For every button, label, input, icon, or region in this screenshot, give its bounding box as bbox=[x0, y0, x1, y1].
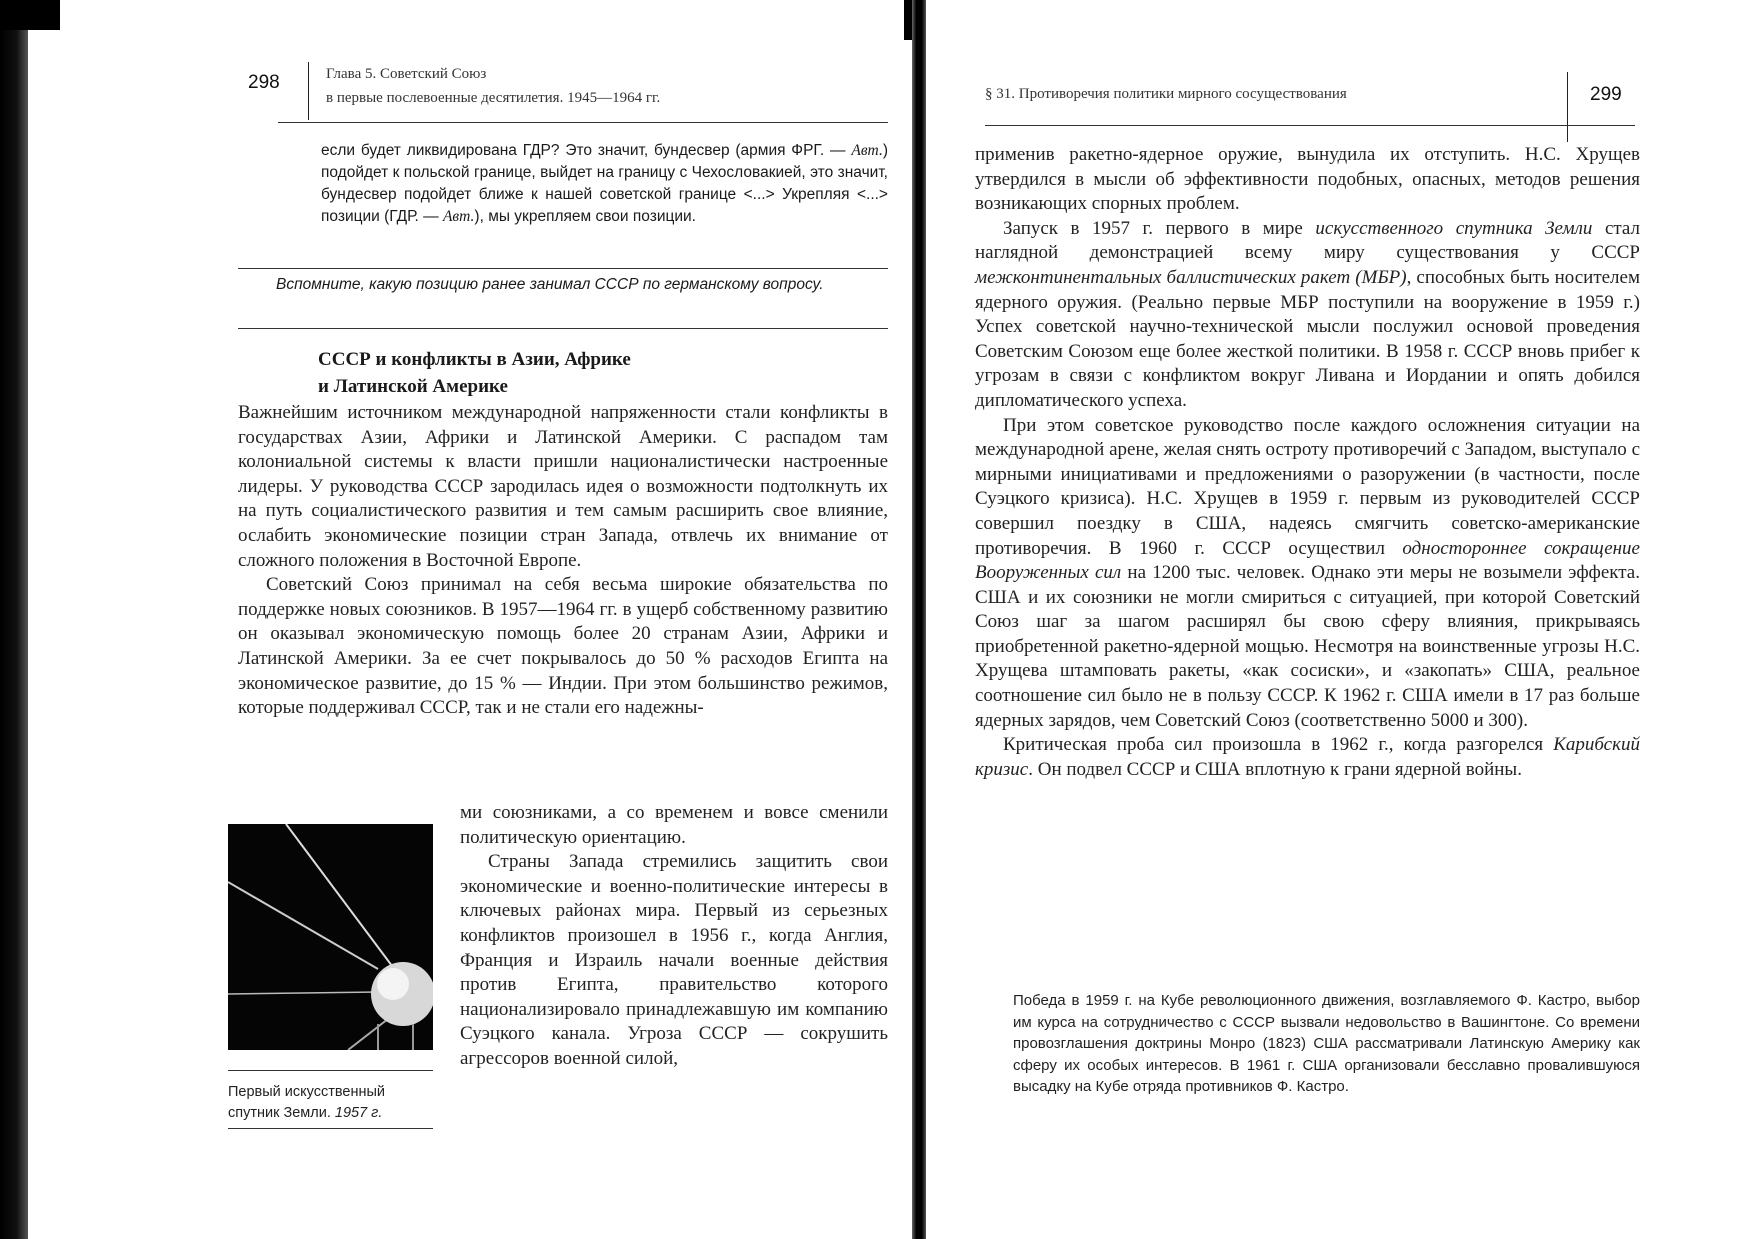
paragraph: Важнейшим источником международной напряженности стали конфликты в государствах Азии, Африки и Латинской Америки. С распадом там колониальной системы к власти пришли националистически настроенные лидеры. У руководства СССР зародилась идея о возможности подтолкнуть их на путь социалистического развития и тем самым расширить свое влияние, ослабить экономические позиции стран Запада, отвлечь их внимание от сложного положения в Восточной Европе. bbox=[238, 402, 888, 571]
paragraph: ми союзниками, а со временем и вовсе сменили политическую ориентацию. bbox=[460, 802, 888, 848]
section-heading bbox=[318, 346, 631, 400]
heading-line: СССР и конфликты в Азии, Африке bbox=[318, 349, 631, 370]
header-rule bbox=[985, 125, 1635, 126]
author-abbr: Авт. bbox=[851, 142, 883, 159]
scan-edge-left bbox=[0, 0, 28, 1239]
task-rule-bottom bbox=[238, 328, 888, 329]
page-number: 298 bbox=[248, 72, 280, 93]
text-run: . Он подвел СССР и США вплотную к грани ядерной войны. bbox=[1028, 758, 1522, 780]
side-note: Победа в 1959 г. на Кубе революционного движения, возглавляемого Ф. Кастро, выбор им курса на сотрудничество с СССР вызвали недовольство в Вашингтоне. Со времени провозглашения доктрины Монро (1823) США рассматривали Латинскую Америку как сферу их особых интересов. В 1961 г. США организовали бесславно провалившуюся высадку на Кубе отряда противников Ф. Кастро. bbox=[1013, 992, 1640, 1095]
paragraph: Советский Союз принимал на себя весьма широкие обязательства по поддержке новых союзников. В 1957—1964 гг. в ущерб собственному развитию он оказывал экономическую помощь более 20 странам Азии, Африки и Латинской Америки. За ее счет покрывалось до 50 % расходов Египта на экономическое развитие, до 15 % — Индии. При этом большинство режимов, которые поддерживал СССР, так и не стали его надежны- bbox=[238, 574, 888, 719]
running-head: § 31. Противоречия политики мирного сосуществования bbox=[985, 86, 1347, 102]
document-quote bbox=[321, 140, 888, 228]
body-text bbox=[975, 143, 1640, 782]
running-head-line1: Глава 5. Советский Союз bbox=[326, 66, 487, 82]
sputnik-photo bbox=[228, 824, 433, 1050]
caption-year: 1957 г. bbox=[334, 1105, 383, 1121]
caption-rule-bottom bbox=[228, 1128, 433, 1129]
left-page bbox=[228, 0, 888, 1239]
photo-caption bbox=[228, 1082, 433, 1124]
emphasis-term: Карибский кризис bbox=[975, 734, 1640, 780]
body-text-column bbox=[460, 801, 888, 1072]
quote-text: ) подойдет к польской границе, выйдет на границу с Чехословакией, это значит, бундесвер подойдет ближе к нашей советской границе <...> Укрепляя <...> позиции (ГДР. — bbox=[321, 142, 888, 225]
text-run: При этом советское руководство после каждого осложнения ситуации на международной арене, желая снять остроту противоречий с Западом, выступало с мирными инициативами и предложениями о разоружении (в частности, после Суэцкого кризиса). Н.С. Хрущев в 1959 г. первым из руководителей СССР совершил поездку в США, надеясь смягчить советско-американские противоречия. В 1960 г. СССР осуществил bbox=[975, 414, 1640, 559]
caption-rule-top bbox=[228, 1070, 433, 1071]
paragraph bbox=[975, 414, 1640, 734]
quote-text: если будет ликвидирована ГДР? Это значит, бундесвер (армия ФРГ. — bbox=[321, 142, 852, 159]
review-task: Вспомните, какую позицию ранее занимал СССР по германскому вопросу. bbox=[276, 276, 824, 293]
author-abbr: Авт. bbox=[442, 208, 475, 225]
emphasis-term: одностороннее сокращение Вооруженных сил bbox=[975, 537, 1640, 584]
text-run: на 1200 тыс. человек. Однако эти меры не возымели эффекта. США и их союзники не могли смириться с ситуацией, при которой Советский Союз шаг за шагом расширял бы свою сферу влияния, прикрываясь приобретенной ракетно-ядерной мощью. Несмотря на воинственные угрозы Н.С. Хрущева штамповать ракеты, «как сосиски», и «закопать» США, реальное соотношение сил было не в пользу СССР. К 1962 г. США имели в 17 раз больше ядерных зарядов, чем Советский Союз (соответственно 5000 и 300). bbox=[975, 562, 1640, 731]
paragraph: применив ракетно-ядерное оружие, вынудила их отступить. Н.С. Хрущев утвердился в мысли об эффективности подобных, опасных, методов решения возникающих спорных проблем. bbox=[975, 144, 1640, 215]
text-run: , способных быть носителем ядерного оружия. (Реально первые МБР поступили на вооружение в 1959 г.) Успех советской научно-технической мысли послужил основой проведения Советским Союзом еще более жесткой политики. В 1958 г. СССР вновь прибег к угрозам в связи с конфликтом вокруг Ливана и Иордании и опять добился дипломатического успеха. bbox=[975, 266, 1640, 411]
header-divider-vertical bbox=[308, 62, 309, 120]
satellite-image bbox=[228, 824, 433, 1050]
text-run: стал наглядной демонстрацией всему миру существования у СССР bbox=[975, 217, 1640, 264]
body-text bbox=[238, 401, 888, 721]
paragraph: Страны Запада стремились защитить свои экономические и военно-политические интересы в ключевых районах мира. Первый из серьезных конфликтов произошел в 1956 г., когда Англия, Франция и Израиль начали военные действия против Египта, правительство которого национализировало принадлежавшую им компанию Суэцкого канала. Угроза СССР — сокрушить агрессоров военной силой, bbox=[460, 851, 888, 1069]
page-number: 299 bbox=[1590, 84, 1622, 105]
right-page bbox=[975, 0, 1640, 1239]
emphasis-term: межконтинентальных баллистических ракет (МБР) bbox=[975, 266, 1407, 288]
book-gutter bbox=[912, 0, 926, 1239]
paragraph bbox=[975, 733, 1640, 782]
header-divider-vertical bbox=[1567, 72, 1568, 142]
heading-line: и Латинской Америке bbox=[318, 376, 508, 397]
text-run: Критическая проба сил произошла в 1962 г., когда разгорелся bbox=[1003, 734, 1554, 756]
task-rule-top bbox=[238, 268, 888, 269]
header-rule bbox=[278, 122, 888, 123]
text-run: Запуск в 1957 г. первого в мире bbox=[1003, 217, 1316, 239]
scan-edge-corner bbox=[0, 0, 60, 30]
caption-text: Первый искусственный спутник Земли. bbox=[228, 1084, 386, 1121]
emphasis-term: искусственного спутника Земли bbox=[1315, 217, 1593, 239]
quote-text: ), мы укрепляем свои позиции. bbox=[474, 208, 696, 225]
running-head-line2: в первые послевоенные десятилетия. 1945—1964 гг. bbox=[326, 90, 661, 106]
paragraph bbox=[975, 217, 1640, 414]
